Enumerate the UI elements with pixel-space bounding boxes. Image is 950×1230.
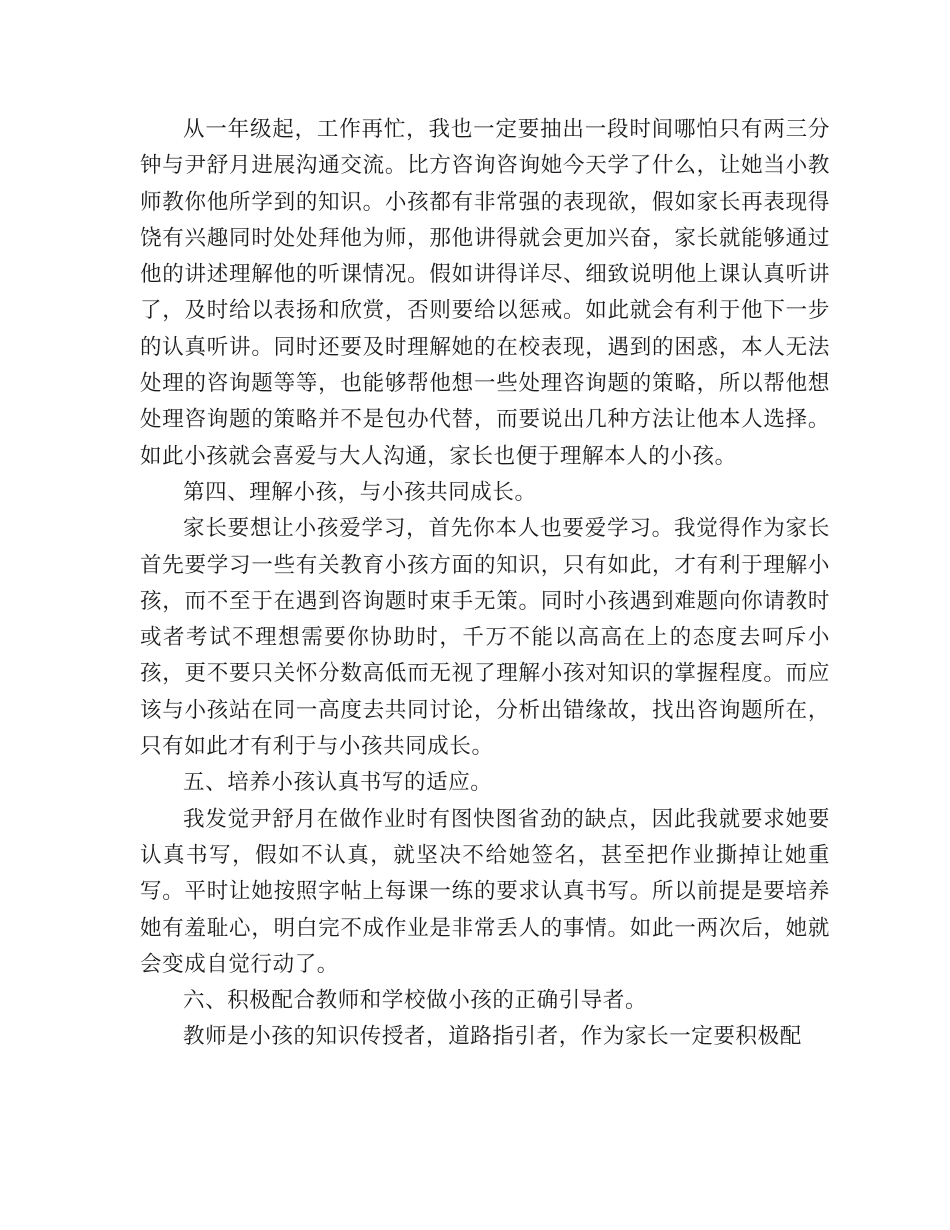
section-heading-5: 五、培养小孩认真书写的适应。 [183, 770, 493, 796]
document-body [140, 112, 830, 1056]
paragraph-communication: 从一年级起，工作再忙，我也一定要抽出一段时间哪怕只有两三分钟与尹舒月进展沟通交流。比方咨询咨询她今天学了什么，让她当小教师教你他所学到的知识。小孩都有非常强的表现欲，假如家长再表现得饶有兴趣同时处处拜他为师，那他讲得就会更加兴奋，家长就能够通过他的讲述理解他的听课情况。假如讲得详尽、细致说明他上课认真听讲了，及时给以表扬和欣赏，否则要给以惩戒。如此就会有利于他下一步的认真听讲。同时还要及时理解她的在校表现，遇到的困惑，本人无法处理的咨询题等等，也能够帮他想一些处理咨询题的策略，所以帮他想处理咨询题的策略并不是包办代替，而要说出几种方法让他本人选择。如此小孩就会喜爱与大人沟通，家长也便于理解本人的小孩。 [140, 117, 830, 469]
section-heading-6: 六、积极配合教师和学校做小孩的正确引导者。 [183, 988, 648, 1014]
paragraph-teacher-cooperation: 教师是小孩的知识传授者，道路指引者，作为家长一定要积极配 [183, 1024, 802, 1050]
paragraph-grow-together: 家长要想让小孩爱学习，首先你本人也要爱学习。我觉得作为家长首先要学习一些有关教育小孩方面的知识，只有如此，才有利于理解小孩，而不至于在遇到咨询题时束手无策。同时小孩遇到难题向你请教时或者考试不理想需要你协助时，千万不能以高高在上的态度去呵斥小孩，更不要只关怀分数高低而无视了理解小孩对知识的掌握程度。而应该与小孩站在同一高度去共同讨论，分析出错缘故，找出咨询题所在，只有如此才有利于与小孩共同成长。 [140, 516, 830, 760]
paragraph-handwriting: 我发觉尹舒月在做作业时有图快图省劲的缺点，因此我就要求她要认真书写，假如不认真，就坚决不给她签名，甚至把作业撕掉让她重写。平时让她按照字帖上每课一练的要求认真书写。所以前提是要培养她有羞耻心，明白完不成作业是非常丢人的事情。如此一两次后，她就会变成自觉行动了。 [140, 806, 830, 977]
section-heading-4: 第四、理解小孩，与小孩共同成长。 [183, 479, 537, 505]
